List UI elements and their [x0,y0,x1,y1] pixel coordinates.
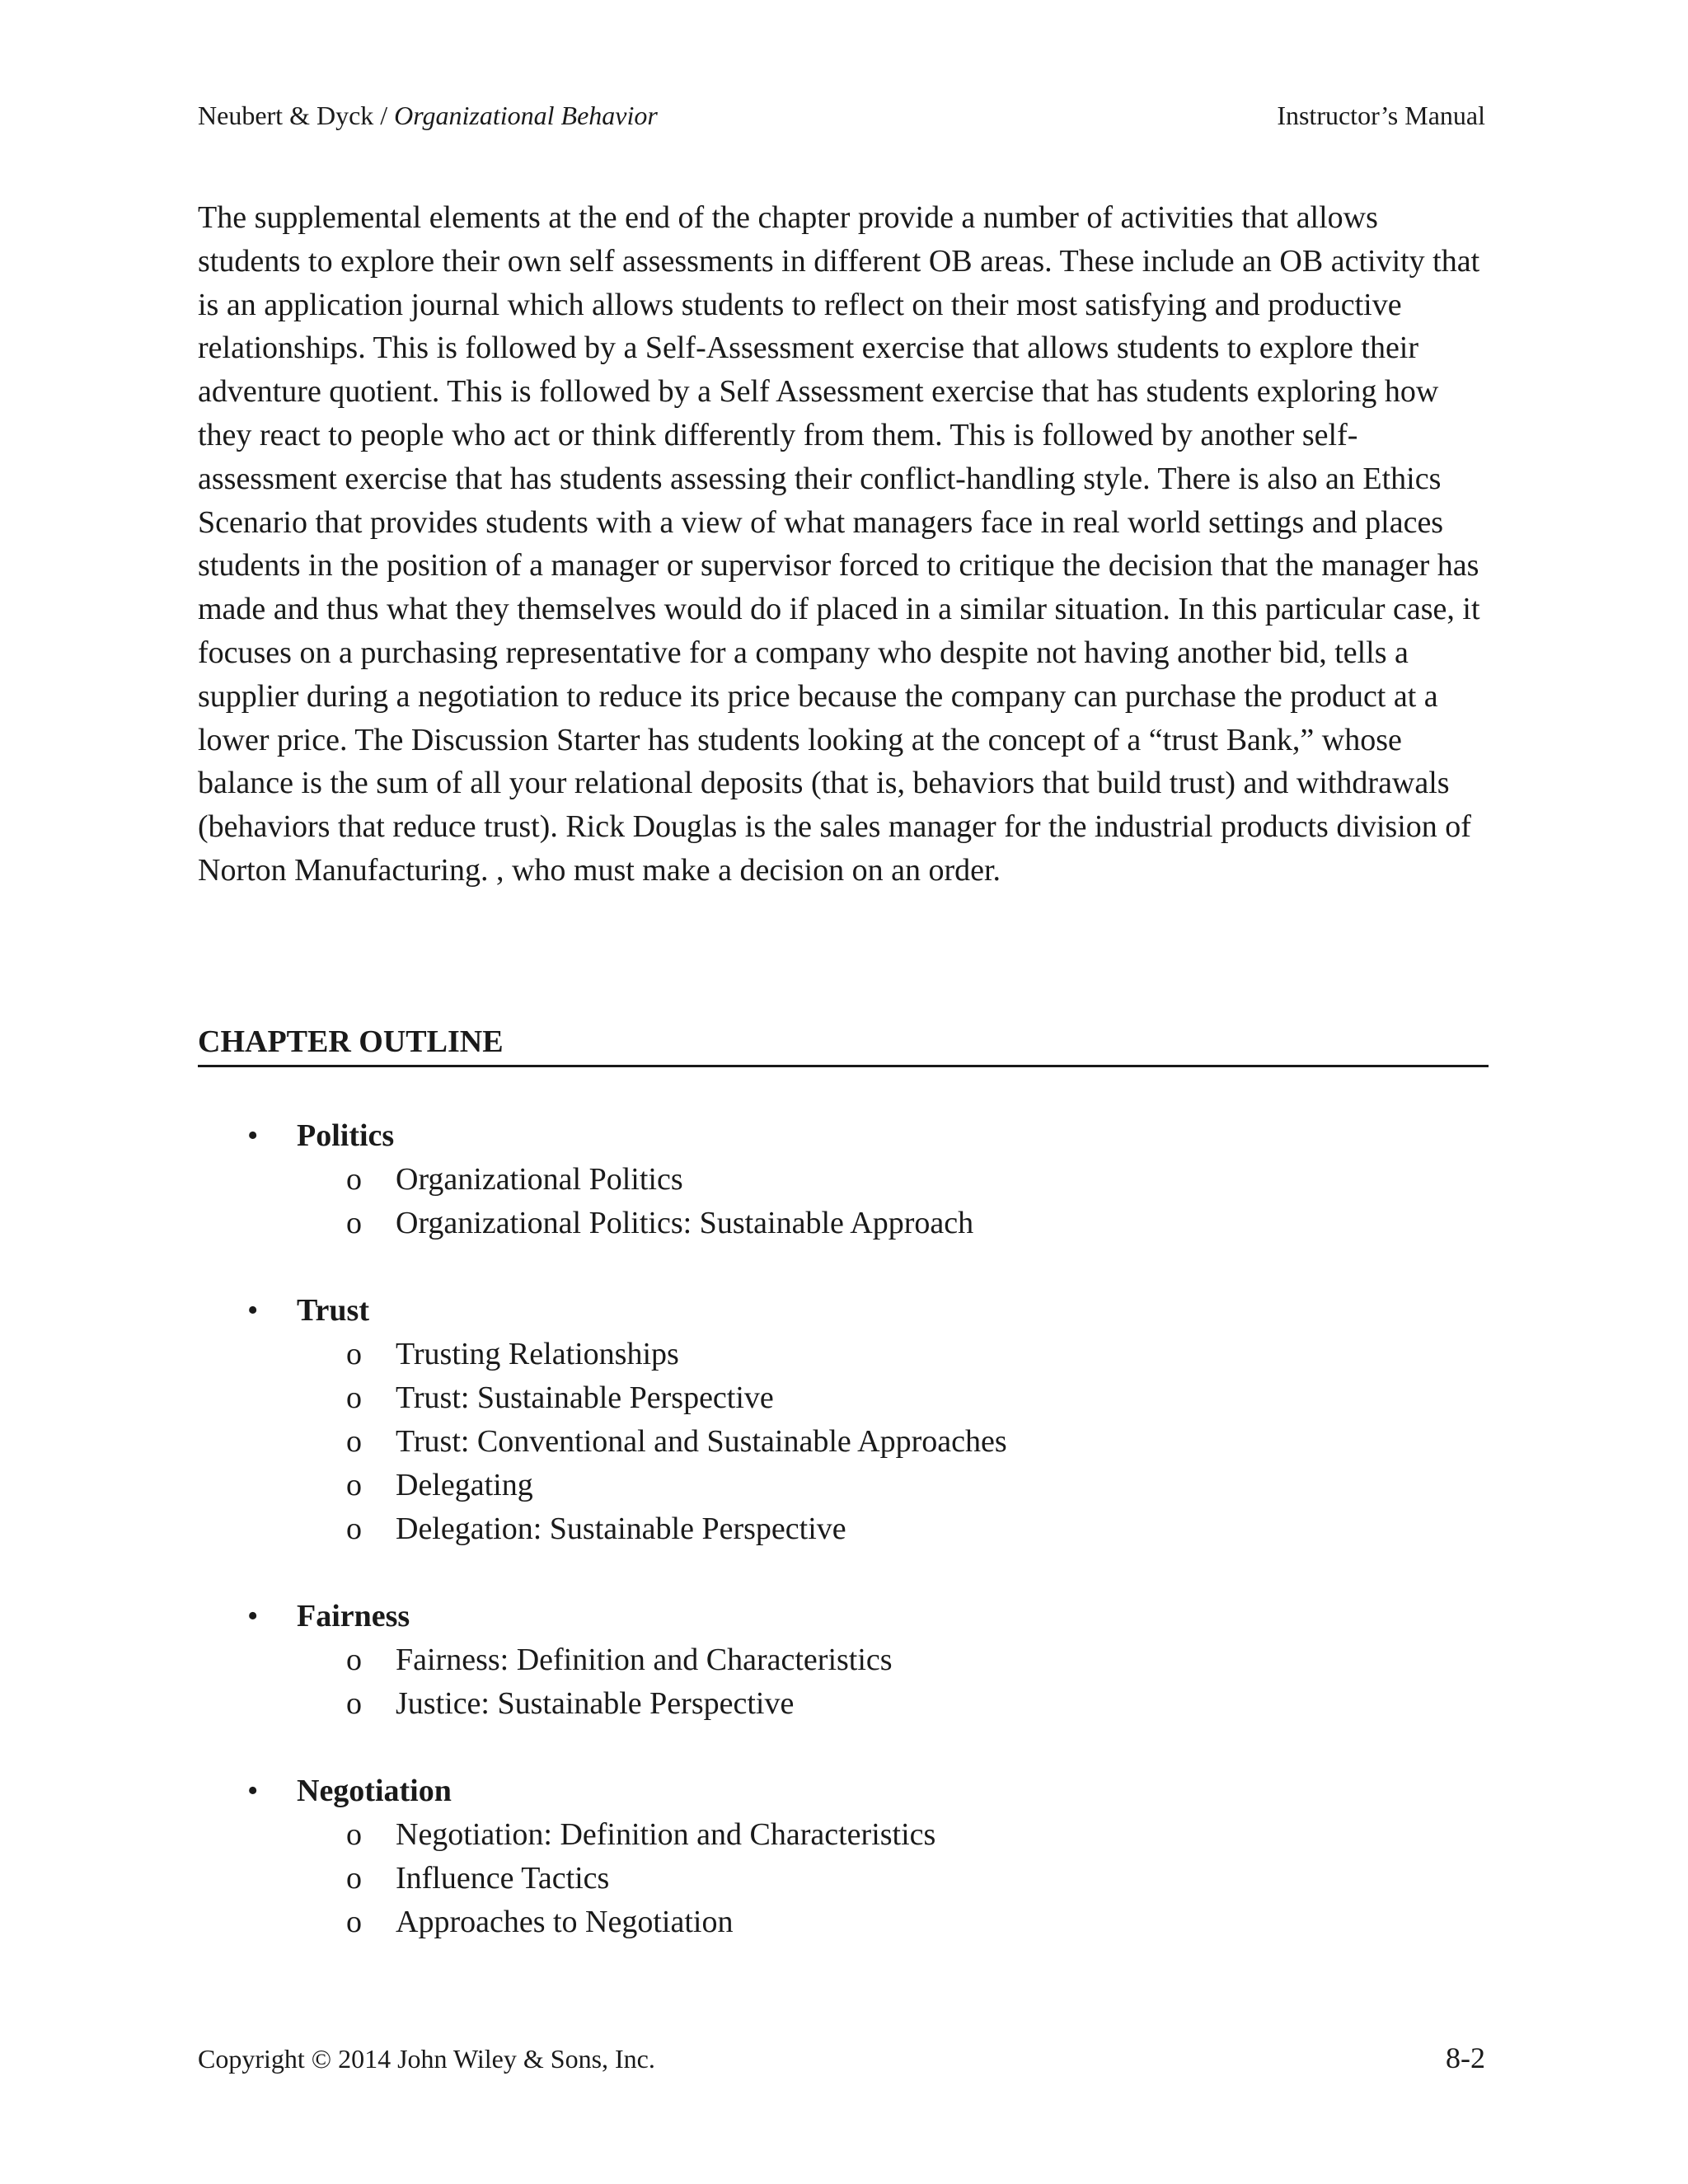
outline-subitem-text: Organizational Politics [396,1162,683,1197]
outline-subitem [0,1376,1688,1420]
bullet-icon: • [247,1774,259,1808]
outline-subitem-text: Influence Tactics [396,1861,610,1896]
outline-subitem [0,1638,1688,1682]
outline-subitem-text: Delegation: Sustainable Perspective [396,1511,846,1546]
bullet-icon: • [247,1293,259,1328]
hollow-bullet-icon: o [346,1817,362,1852]
outline-section-title [0,1769,1688,1813]
hollow-bullet-icon: o [346,1206,362,1240]
outline-subitem [0,1857,1688,1900]
outline-subitem-text: Approaches to Negotiation [396,1905,734,1939]
outline-subitems [0,1158,1688,1245]
hollow-bullet-icon: o [346,1905,362,1939]
outline-subitem-text: Negotiation: Definition and Characteristics [396,1817,936,1852]
outline-subitems [0,1813,1688,1944]
page-footer [198,2041,1485,2075]
outline-section [0,1595,1688,1726]
hollow-bullet-icon: o [346,1686,362,1721]
outline-section-title-text: Trust [297,1293,369,1328]
footer-copyright: Copyright © 2014 John Wiley & Sons, Inc. [198,2044,655,2074]
outline-section-title-text: Negotiation [297,1774,452,1808]
outline-subitem [0,1813,1688,1857]
outline-subitem-text: Trusting Relationships [396,1337,679,1371]
outline-subitem [0,1420,1688,1464]
outline-subitems [0,1638,1688,1726]
outline-subitem-text: Fairness: Definition and Characteristics [396,1643,893,1677]
outline-section [0,1289,1688,1551]
hollow-bullet-icon: o [346,1643,362,1677]
hollow-bullet-icon: o [346,1337,362,1371]
bullet-icon: • [247,1599,259,1633]
header-left [198,101,658,131]
page-header [198,101,1485,131]
outline-subitem [0,1464,1688,1507]
outline-subitem-text: Justice: Sustainable Perspective [396,1686,795,1721]
hollow-bullet-icon: o [346,1424,362,1459]
outline-section [0,1769,1688,1944]
outline-subitem-text: Organizational Politics: Sustainable Approach [396,1206,974,1240]
chapter-outline-heading: CHAPTER OUTLINE [198,1024,1489,1067]
chapter-outline-list [0,1114,1688,1988]
summary-paragraph: The supplemental elements at the end of the chapter provide a number of activities that allows students to explore their own self assessments in different OB areas. These include an OB activity that is an application journal which allows students to reflect on their most satisfying and productive relationships. This is followed by a Self-Assessment exercise that allows students to explore their adventure quotient. This is followed by a Self Assessment exercise that has students exploring how they react to people who act or think differently from them. This is followed by another self-assessment exercise that has students assessing their conflict-handling style. There is also an Ethics Scenario that provides students with a view of what managers face in real world settings and places students in the position of a manager or supervisor forced to critique the decision that the manager has made and thus what they themselves would do if placed in a similar situation. In this particular case, it focuses on a purchasing representative for a company who despite not having another bid, tells a supplier during a negotiation to reduce its price because the company can purchase the product at a lower price. The Discussion Starter has students looking at the concept of a “trust Bank,” whose balance is the sum of all your relational deposits (that is, behaviors that build trust) and withdrawals (behaviors that reduce trust). Rick Douglas is the sales manager for the industrial products division of Norton Manufacturing. , who must make a decision on an order. [198,200,1480,888]
page-number: 8-2 [1446,2041,1485,2074]
outline-subitem-text: Trust: Conventional and Sustainable Approaches [396,1424,1007,1459]
bullet-icon: • [247,1118,259,1153]
hollow-bullet-icon: o [346,1861,362,1896]
outline-subitem-text: Trust: Sustainable Perspective [396,1380,774,1415]
outline-section-title-text: Politics [297,1118,395,1153]
outline-subitem [0,1333,1688,1376]
outline-section [0,1114,1688,1245]
outline-section-title [0,1595,1688,1638]
hollow-bullet-icon: o [346,1162,362,1197]
outline-subitem-text: Delegating [396,1468,533,1502]
outline-subitem [0,1158,1688,1202]
outline-subitems [0,1333,1688,1551]
outline-subitem [0,1900,1688,1944]
hollow-bullet-icon: o [346,1511,362,1546]
header-authors: Neubert & Dyck / [198,101,395,130]
outline-section-title-text: Fairness [297,1599,410,1633]
outline-section-title [0,1114,1688,1158]
hollow-bullet-icon: o [346,1468,362,1502]
outline-subitem [0,1682,1688,1726]
outline-subitem [0,1202,1688,1245]
header-manual: Instructor’s Manual [1277,101,1485,130]
header-book-title: Organizational Behavior [394,101,658,130]
outline-subitem [0,1507,1688,1551]
hollow-bullet-icon: o [346,1380,362,1415]
outline-section-title [0,1289,1688,1333]
